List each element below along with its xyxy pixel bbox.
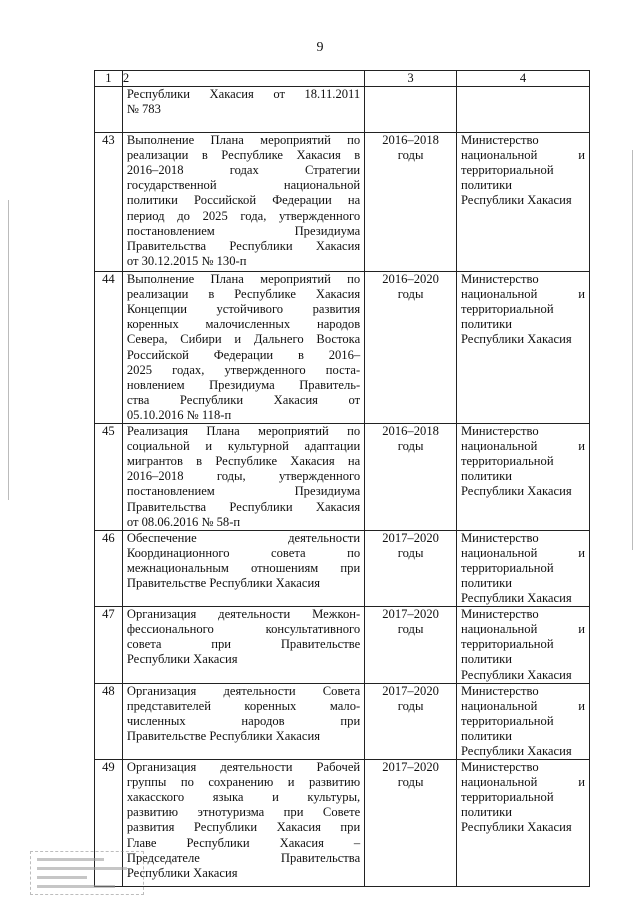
row-number-cell: 43 [95,133,123,272]
organization-line: национальной и [460,545,585,560]
description-line: от 30.12.2015 № 130-п [126,253,247,268]
row-number-cell [95,87,123,133]
row-number-cell: 47 [95,607,123,683]
organization-line: Республики Хакасия [460,332,572,347]
organization-line: политики [460,317,512,332]
description-line: представителей коренных мало- [126,698,361,713]
organization-line: Министерство [460,424,539,439]
row-number-cell: 46 [95,530,123,606]
description-line: 2016–2018 годах Стратегии [126,163,361,178]
organization-line: Республики Хакасия [460,744,572,758]
organization-line: Министерство [460,760,539,775]
description-line: реализации в Республике Хакасия в [126,148,361,163]
description-line: 2025 годах, утвержденного поста- [126,362,361,377]
activity-description-cell [122,87,364,133]
organization-line: Республики Хакасия [460,193,572,208]
description-line: совета при Правительстве [126,637,361,652]
description-line: Российской Федерации в 2016– [126,347,361,362]
description-line: межнациональным отношениям при [126,560,361,575]
organization-line: Республики Хакасия [460,484,572,499]
activity-description-cell [122,683,364,759]
organization-line: территориальной [460,302,554,317]
organization-line: Министерство [460,683,539,698]
period-cell: 2017–2020 годы [365,530,457,606]
organization-line: территориальной [460,713,554,728]
description-line: мигрантов в Республике Хакасия на [126,454,361,469]
description-line: Концепции устойчивого развития [126,302,361,317]
period-cell: 2016–2018 годы [365,133,457,272]
activity-description-cell [122,272,364,424]
activity-description-cell [122,760,364,887]
responsible-organization-cell [456,683,589,759]
organization-line: Республики Хакасия [460,820,572,835]
row-number-cell: 49 [95,760,123,887]
description-line: Выполнение Плана мероприятий по [126,133,361,148]
responsible-organization-cell [456,133,589,272]
description-line: фессионального консультативного [126,622,361,637]
period-cell [365,87,457,133]
description-line: Республики Хакасия от 18.11.2011 [126,87,361,102]
description-line: Республики Хакасия [126,652,238,667]
organization-line: национальной и [460,775,585,790]
table-row [95,683,590,759]
row-number-cell: 48 [95,683,123,759]
description-line: Главе Республики Хакасия – [126,835,361,850]
period-cell: 2017–2020 годы [365,607,457,683]
table-row [95,87,590,133]
organization-line: политики [460,469,512,484]
organization-line: национальной и [460,148,585,163]
table-row [95,607,590,683]
activity-description-cell [122,424,364,531]
organization-line: территориальной [460,163,554,178]
table-row [95,272,590,424]
organization-line: Министерство [460,133,539,148]
column-header-2: 2 [122,71,364,87]
description-line: Правительства Республики Хакасия [126,499,361,514]
table-row [95,530,590,606]
description-line: № 783 [126,102,161,117]
column-header-3: 3 [365,71,457,87]
period-cell: 2016–2020 годы [365,272,457,424]
description-line: Председателе Правительства [126,850,361,865]
description-line: ства Республики Хакасия от [126,392,361,407]
description-line: Организация деятельности Межкон- [126,607,361,622]
description-line: коренных малочисленных народов [126,317,361,332]
plan-table [94,70,590,887]
table-row [95,760,590,887]
organization-line: Министерство [460,272,539,287]
organization-line: территориальной [460,637,554,652]
description-line: 2016–2018 годы, утвержденного [126,469,361,484]
description-line: Правительства Республики Хакасия [126,238,361,253]
stamp-mark [30,851,144,895]
description-line: хакасского языка и культуры, [126,790,361,805]
period-cell: 2016–2018 годы [365,424,457,531]
activity-description-cell [122,133,364,272]
organization-line: политики [460,652,512,667]
table-row [95,133,590,272]
activity-description-cell [122,607,364,683]
organization-line: политики [460,178,512,193]
table-header-row [95,71,590,87]
row-number-cell: 45 [95,424,123,531]
row-number-cell: 44 [95,272,123,424]
description-line: Правительстве Республики Хакасия [126,575,320,590]
scan-edge-mark [8,200,9,500]
description-line: Республики Хакасия [126,865,238,880]
column-header-4: 4 [456,71,589,87]
description-line: политики Российской Федерации на [126,193,361,208]
organization-line: национальной и [460,287,585,302]
organization-line: политики [460,805,512,820]
description-line: Организация деятельности Совета [126,683,361,698]
description-line: постановлением Президиума [126,223,361,238]
organization-line: Министерство [460,530,539,545]
description-line: Выполнение Плана мероприятий по [126,272,361,287]
table-row [95,424,590,531]
responsible-organization-cell [456,272,589,424]
organization-line: территориальной [460,790,554,805]
description-line: Организация деятельности Рабочей [126,760,361,775]
period-cell: 2017–2020 годы [365,683,457,759]
description-line: группы по сохранению и развитию [126,775,361,790]
description-line: от 08.06.2016 № 58-п [126,514,241,529]
description-line: Координационного совета по [126,545,361,560]
responsible-organization-cell [456,760,589,887]
period-cell: 2017–2020 годы [365,760,457,887]
responsible-organization-cell [456,530,589,606]
organization-line: Республики Хакасия [460,591,572,606]
responsible-organization-cell [456,607,589,683]
description-line: развития Республики Хакасия при [126,820,361,835]
description-line: период до 2025 года, утвержденного [126,208,361,223]
organization-line: территориальной [460,560,554,575]
organization-line: политики [460,575,512,590]
description-line: постановлением Президиума [126,484,361,499]
scan-edge-mark [632,150,633,550]
organization-line: национальной и [460,622,585,637]
organization-line: Министерство [460,607,539,622]
description-line: 05.10.2016 № 118-п [126,407,232,422]
page-number: 9 [316,40,324,55]
description-line: Правительстве Республики Хакасия [126,728,320,743]
organization-line: территориальной [460,454,554,469]
responsible-organization-cell [456,424,589,531]
organization-line: национальной и [460,439,585,454]
organization-line: политики [460,728,512,743]
description-line: реализации в Республике Хакасия [126,287,361,302]
organization-line: национальной и [460,698,585,713]
organization-line: Республики Хакасия [460,667,572,682]
table-body [95,87,590,887]
description-line: государственной национальной [126,178,361,193]
activity-description-cell [122,530,364,606]
description-line: новлением Президиума Правитель- [126,377,361,392]
responsible-organization-cell [456,87,589,133]
description-line: Реализация Плана мероприятий по [126,424,361,439]
description-line: развитию этнотуризма при Совете [126,805,361,820]
description-line: Обеспечение деятельности [126,530,361,545]
column-header-1: 1 [95,71,123,87]
description-line: социальной и культурной адаптации [126,439,361,454]
description-line: численных народов при [126,713,361,728]
description-line: Севера, Сибири и Дальнего Востока [126,332,361,347]
